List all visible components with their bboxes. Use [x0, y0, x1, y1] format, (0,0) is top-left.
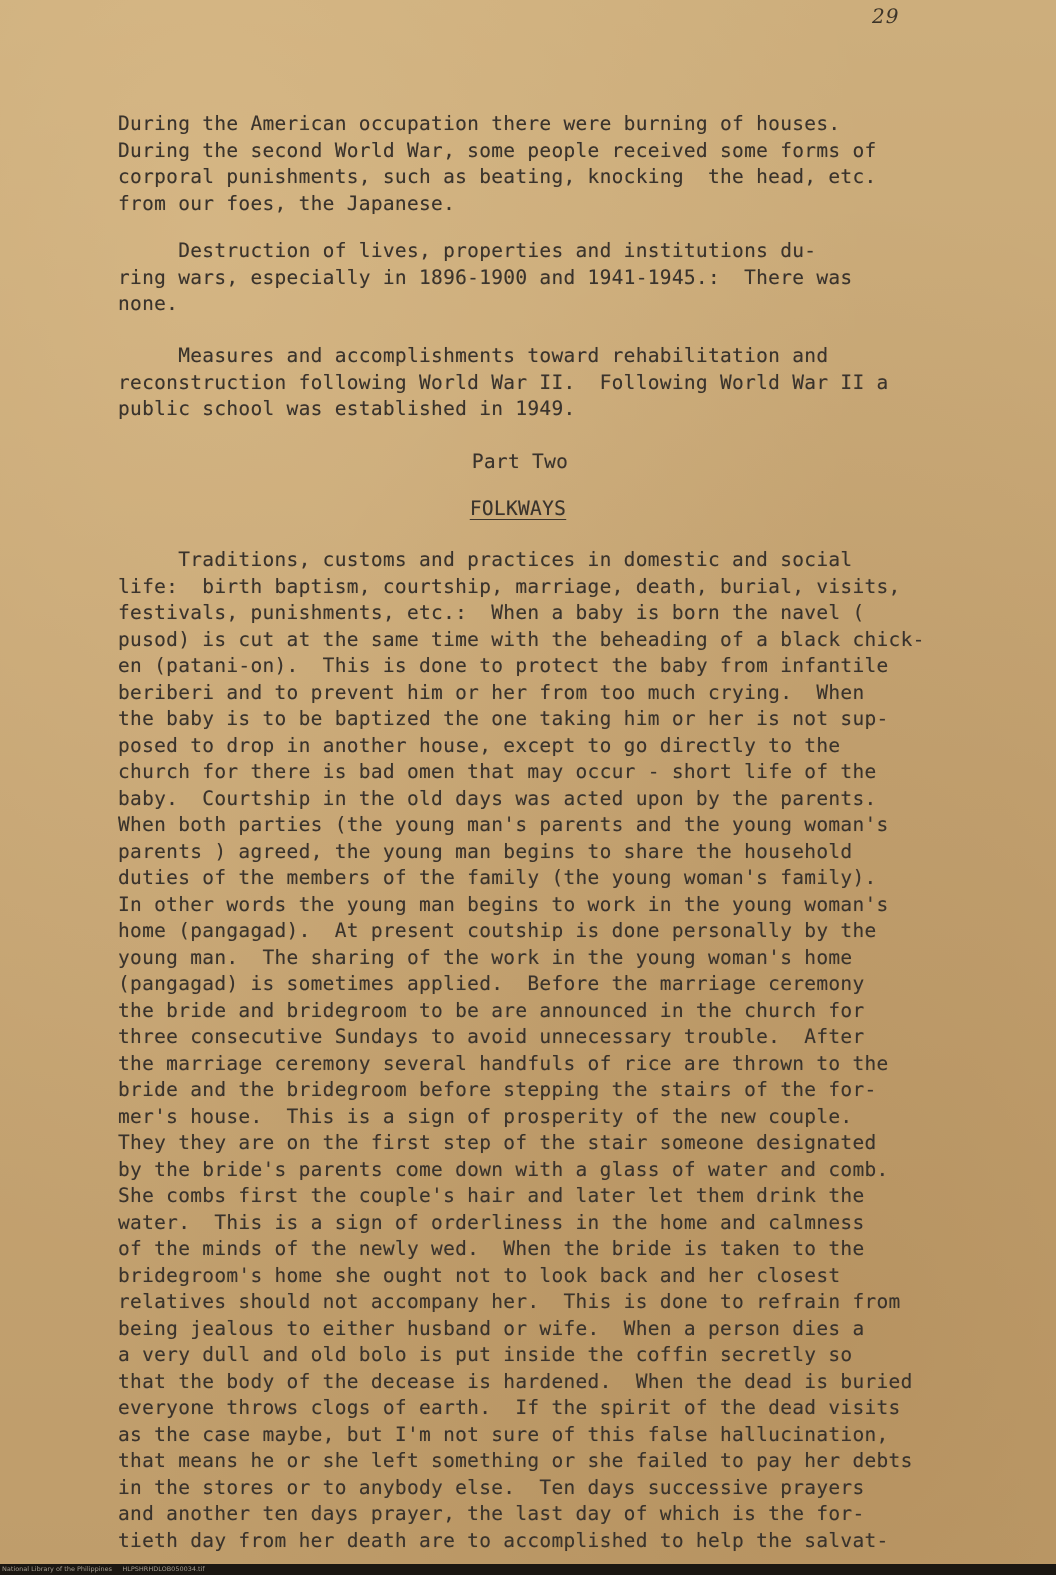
text-line: During the second World War, some people received some forms of [118, 138, 877, 162]
text-line: baby. Courtship in the old days was acted upon by the parents. [118, 786, 877, 810]
text-line: parents ) agreed, the young man begins to share the household [118, 839, 853, 863]
text-line: church for there is bad omen that may occur - short life of the [118, 760, 877, 783]
intro-paragraph [118, 111, 998, 217]
measures-paragraph [118, 343, 998, 423]
text-line: relatives should not accompany her. This is done to refrain from [118, 1290, 901, 1313]
text-line: pusod) is cut at the same time with the beheading of a black chick- [118, 627, 925, 651]
text-line: Destruction of lives, properties and institutions du- [118, 239, 817, 262]
text-line: posed to drop in another house, except to go directly to the [118, 733, 841, 757]
text-line: duties of the members of the family (the young woman's family). [118, 866, 877, 889]
text-line: life: birth baptism, courtship, marriage, death, burial, visits, [118, 574, 901, 598]
text-line: the marriage ceremony several handfuls of rice are thrown to the [118, 1051, 889, 1075]
scan-footer: National Library of the Philippines HLPSHRHDLOB050034.tif [0, 1564, 1056, 1575]
text-line: public school was established in 1949. [118, 397, 576, 420]
text-line: that means he or she left something or she failed to pay her debts [118, 1449, 913, 1472]
text-line: Measures and accomplishments toward rehabilitation and [118, 344, 829, 367]
text-line: by the bride's parents come down with a glass of water and comb. [118, 1157, 889, 1181]
text-line: in the stores or to anybody else. Ten days successive prayers [118, 1475, 865, 1499]
text-line: and another ten days prayer, the last day of which is the for- [118, 1502, 865, 1525]
text-line: When both parties (the young man's parents and the young woman's [118, 813, 889, 836]
text-line: ring wars, especially in 1896-1900 and 1941-1945.: There was [118, 265, 853, 289]
text-line: the baby is to be baptized the one taking him or her is not sup- [118, 707, 889, 730]
text-line: young man. The sharing of the work in the young woman's home [118, 945, 853, 969]
text-line: three consecutive Sundays to avoid unnecessary trouble. After [118, 1025, 865, 1048]
text-line: the bride and bridegroom to be are announced in the church for [118, 998, 865, 1022]
text-line: a very dull and old bolo is put inside the coffin secretly so [118, 1343, 853, 1366]
text-line: They they are on the first step of the stair someone designated [118, 1131, 877, 1154]
page-number: 29 [872, 4, 900, 28]
text-line: tieth day from her death are to accomplished to help the salvat- [118, 1528, 889, 1552]
text-line: She combs first the couple's hair and later let them drink the [118, 1184, 865, 1207]
text-line: festivals, punishments, etc.: When a baby is born the navel ( [118, 601, 865, 624]
text-line: as the case maybe, but I'm not sure of this false hallucination, [118, 1422, 889, 1446]
text-line: from our foes, the Japanese. [118, 191, 456, 215]
text-line: en (patani-on). This is done to protect the baby from infantile [118, 654, 889, 677]
text-line: Traditions, customs and practices in domestic and social [118, 548, 853, 571]
text-line: During the American occupation there were burning of houses. [118, 112, 841, 135]
text-line: bride and the bridegroom before stepping the stairs of the for- [118, 1078, 877, 1101]
section-heading [0, 497, 1046, 520]
text-line: mer's house. This is a sign of prosperity of the new couple. [118, 1104, 853, 1128]
text-line: corporal punishments, such as beating, knocking the head, etc. [118, 165, 877, 188]
destruction-paragraph [118, 238, 998, 318]
text-line: (pangagad) is sometimes applied. Before the marriage ceremony [118, 972, 865, 995]
section-heading-text: FOLKWAYS [469, 497, 567, 520]
text-line: of the minds of the newly wed. When the bride is taken to the [118, 1237, 865, 1260]
text-line: none. [118, 292, 179, 315]
text-line: bridegroom's home she ought not to look back and her closest [118, 1263, 841, 1287]
text-line: water. This is a sign of orderliness in the home and calmness [118, 1210, 865, 1234]
part-heading: Part Two [471, 450, 569, 473]
text-line: beriberi and to prevent him or her from too much crying. When [118, 680, 865, 704]
text-line: home (pangagad). At present coutship is done personally by the [118, 919, 877, 942]
text-line: everyone throws clogs of earth. If the spirit of the dead visits [118, 1396, 901, 1419]
text-line: In other words the young man begins to work in the young woman's [118, 892, 889, 916]
text-line: that the body of the decease is hardened. When the dead is buried [118, 1369, 913, 1393]
text-line: being jealous to either husband or wife. When a person dies a [118, 1316, 865, 1340]
folkways-paragraph [118, 547, 998, 1554]
text-line: reconstruction following World War II. Following World War II a [118, 370, 889, 394]
